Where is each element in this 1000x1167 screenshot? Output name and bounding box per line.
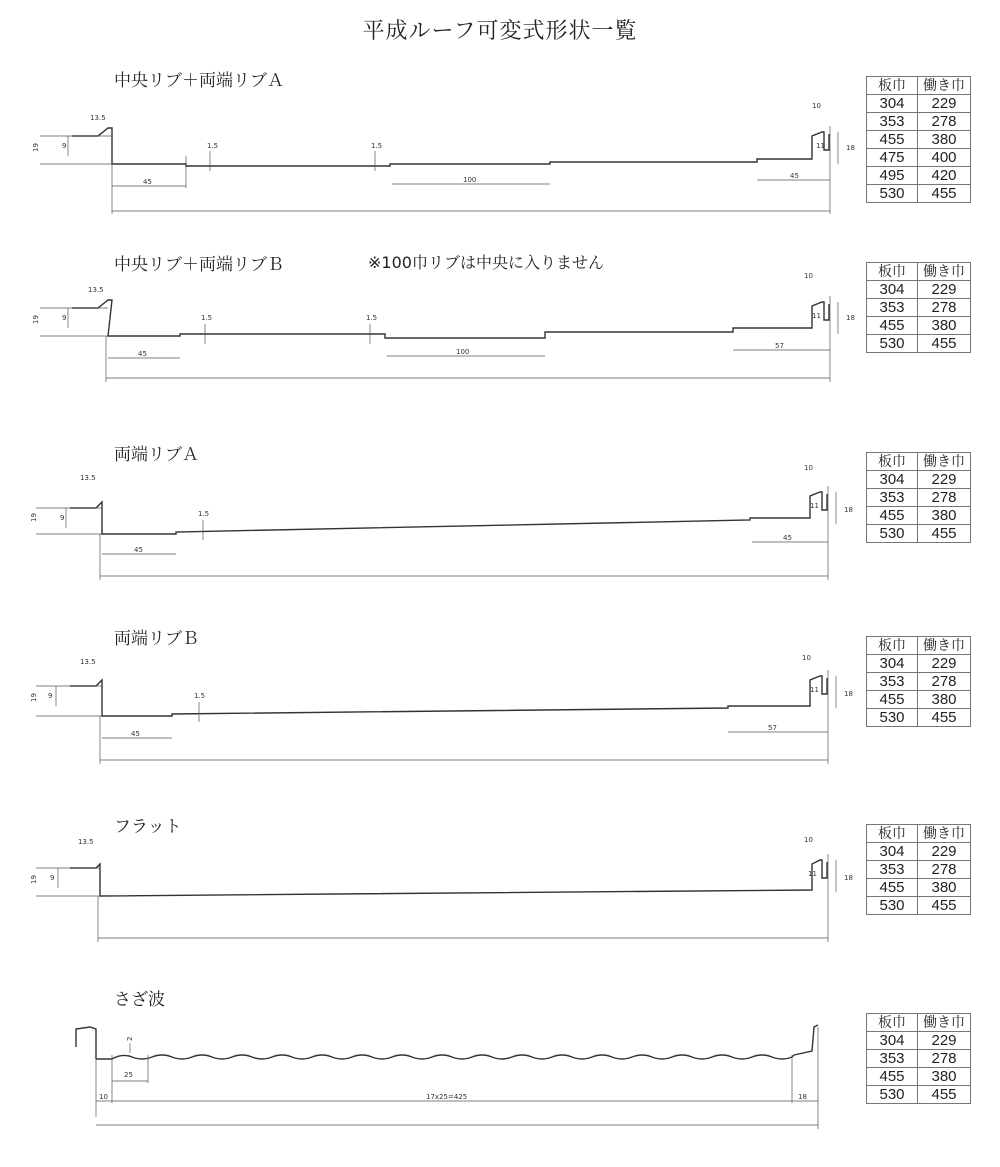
panel-width: 530 <box>867 1086 918 1104</box>
dim-label: 1.5 <box>371 142 383 150</box>
panel-width: 530 <box>867 897 918 915</box>
dim-label: 57 <box>775 342 784 350</box>
table-row <box>867 299 971 317</box>
panel-width: 475 <box>867 149 918 167</box>
table-row <box>867 335 971 353</box>
working-width: 380 <box>918 691 971 709</box>
panel-width: 530 <box>867 709 918 727</box>
panel-width: 304 <box>867 1032 918 1050</box>
table-row <box>867 525 971 543</box>
dim-label: 25 <box>124 1071 133 1079</box>
table-row <box>867 1068 971 1086</box>
working-width: 400 <box>918 149 971 167</box>
table-row <box>867 489 971 507</box>
panel-width: 455 <box>867 317 918 335</box>
working-width: 420 <box>918 167 971 185</box>
profile-drawing <box>0 96 860 256</box>
profile-drawing <box>0 1007 860 1167</box>
profile-drawing <box>0 652 860 802</box>
header-working-width: 働き巾 <box>918 263 971 281</box>
table-row <box>867 1050 971 1068</box>
dim-label: 57 <box>768 724 777 732</box>
panel-width: 455 <box>867 1068 918 1086</box>
dim-label: 18 <box>844 506 853 514</box>
dim-label: 1.5 <box>194 692 206 700</box>
header-panel-width: 板巾 <box>867 263 918 281</box>
panel-width: 353 <box>867 489 918 507</box>
working-width: 229 <box>918 471 971 489</box>
panel-width: 455 <box>867 131 918 149</box>
dim-label: 1.5 <box>366 314 378 322</box>
table-row <box>867 897 971 915</box>
table-row <box>867 167 971 185</box>
header-working-width: 働き巾 <box>918 77 971 95</box>
header-panel-width: 板巾 <box>867 637 918 655</box>
panel-width: 304 <box>867 655 918 673</box>
panel-width: 495 <box>867 167 918 185</box>
table-row <box>867 843 971 861</box>
profile-drawing <box>0 272 860 422</box>
section-note: ※100巾リブは中央に入りません <box>368 253 604 272</box>
dim-label: 13.5 <box>80 474 96 482</box>
dim-label: 13.5 <box>78 838 94 846</box>
section-title: 中央リブ＋両端リブＡ <box>114 71 284 91</box>
dim-label: 10 <box>99 1093 108 1101</box>
dim-label: 11 <box>810 686 819 694</box>
dim-label: 100 <box>456 348 470 356</box>
table-row <box>867 691 971 709</box>
section-title: 両端リブＢ <box>114 629 199 649</box>
working-width: 229 <box>918 843 971 861</box>
page-title: 平成ルーフ可変式形状一覧 <box>362 19 638 44</box>
working-width: 380 <box>918 507 971 525</box>
dim-label: 9 <box>62 142 67 150</box>
table-row <box>867 507 971 525</box>
dim-label: 100 <box>463 176 477 184</box>
panel-width: 353 <box>867 673 918 691</box>
table-row <box>867 185 971 203</box>
table-row <box>867 1086 971 1104</box>
working-width: 380 <box>918 317 971 335</box>
header-working-width: 働き巾 <box>918 1014 971 1032</box>
working-width: 455 <box>918 1086 971 1104</box>
table-row <box>867 113 971 131</box>
width-table <box>866 76 971 203</box>
panel-width: 455 <box>867 879 918 897</box>
table-row <box>867 149 971 167</box>
dim-label: 18 <box>844 690 853 698</box>
table-row <box>867 673 971 691</box>
panel-width: 353 <box>867 299 918 317</box>
dim-label: 45 <box>131 730 140 738</box>
dim-label: 11 <box>808 870 817 878</box>
width-table <box>866 262 971 353</box>
dim-label: 19 <box>30 693 38 702</box>
profile-drawing <box>0 464 860 618</box>
working-width: 278 <box>918 113 971 131</box>
dim-label: 19 <box>30 513 38 522</box>
working-width: 380 <box>918 131 971 149</box>
section-title: さざ波 <box>114 990 165 1010</box>
working-width: 229 <box>918 95 971 113</box>
dim-label: 1.5 <box>198 510 210 518</box>
working-width: 455 <box>918 709 971 727</box>
dim-label: 9 <box>60 514 65 522</box>
dim-label: 45 <box>143 178 152 186</box>
dim-label: 18 <box>846 314 855 322</box>
panel-width: 530 <box>867 335 918 353</box>
panel-width: 455 <box>867 507 918 525</box>
dim-label: 9 <box>62 314 67 322</box>
dim-label: 1.5 <box>207 142 219 150</box>
panel-width: 530 <box>867 525 918 543</box>
panel-width: 353 <box>867 1050 918 1068</box>
table-row <box>867 317 971 335</box>
section-title: フラット <box>114 817 182 837</box>
working-width: 455 <box>918 335 971 353</box>
table-row <box>867 879 971 897</box>
dim-label: 45 <box>783 534 792 542</box>
working-width: 455 <box>918 185 971 203</box>
dim-label: 2 <box>126 1036 134 1041</box>
table-row <box>867 471 971 489</box>
width-table <box>866 636 971 727</box>
dim-label: 19 <box>32 143 40 152</box>
header-working-width: 働き巾 <box>918 637 971 655</box>
dim-label: 11 <box>812 312 821 320</box>
dim-label: 13.5 <box>90 114 106 122</box>
dim-label: 45 <box>134 546 143 554</box>
table-row <box>867 131 971 149</box>
dim-label: 17x25=425 <box>426 1093 468 1101</box>
working-width: 278 <box>918 489 971 507</box>
working-width: 229 <box>918 655 971 673</box>
working-width: 278 <box>918 1050 971 1068</box>
dim-label: 13.5 <box>80 658 96 666</box>
panel-width: 455 <box>867 691 918 709</box>
header-panel-width: 板巾 <box>867 825 918 843</box>
working-width: 229 <box>918 281 971 299</box>
width-table <box>866 452 971 543</box>
panel-width: 304 <box>867 471 918 489</box>
dim-label: 11 <box>816 142 825 150</box>
dim-label: 10 <box>802 654 811 662</box>
dim-label: 10 <box>804 464 813 472</box>
dim-label: 10 <box>804 272 813 280</box>
dim-label: 11 <box>810 502 819 510</box>
working-width: 278 <box>918 861 971 879</box>
table-row <box>867 861 971 879</box>
width-table <box>866 824 971 915</box>
header-working-width: 働き巾 <box>918 825 971 843</box>
working-width: 380 <box>918 1068 971 1086</box>
panel-width: 530 <box>867 185 918 203</box>
working-width: 455 <box>918 525 971 543</box>
panel-width: 304 <box>867 843 918 861</box>
header-panel-width: 板巾 <box>867 1014 918 1032</box>
working-width: 278 <box>918 299 971 317</box>
working-width: 380 <box>918 879 971 897</box>
dim-label: 9 <box>50 874 55 882</box>
dim-label: 13.5 <box>88 286 104 294</box>
dim-label: 18 <box>846 144 855 152</box>
dim-label: 10 <box>804 836 813 844</box>
header-panel-width: 板巾 <box>867 453 918 471</box>
panel-width: 304 <box>867 281 918 299</box>
working-width: 229 <box>918 1032 971 1050</box>
table-row <box>867 1032 971 1050</box>
dim-label: 45 <box>138 350 147 358</box>
dim-label: 9 <box>48 692 53 700</box>
header-panel-width: 板巾 <box>867 77 918 95</box>
table-row <box>867 281 971 299</box>
table-row <box>867 95 971 113</box>
table-row <box>867 709 971 727</box>
dim-label: 19 <box>32 315 40 324</box>
section-title: 中央リブ＋両端リブＢ <box>114 255 284 275</box>
panel-width: 304 <box>867 95 918 113</box>
width-table <box>866 1013 971 1104</box>
dim-label: 10 <box>812 102 821 110</box>
dim-label: 45 <box>790 172 799 180</box>
dim-label: 18 <box>844 874 853 882</box>
table-row <box>867 655 971 673</box>
profile-drawing <box>0 830 860 980</box>
working-width: 278 <box>918 673 971 691</box>
dim-label: 18 <box>798 1093 807 1101</box>
dim-label: 19 <box>30 875 38 884</box>
header-working-width: 働き巾 <box>918 453 971 471</box>
section-title: 両端リブＡ <box>114 445 199 465</box>
panel-width: 353 <box>867 861 918 879</box>
working-width: 455 <box>918 897 971 915</box>
panel-width: 353 <box>867 113 918 131</box>
dim-label: 1.5 <box>201 314 213 322</box>
